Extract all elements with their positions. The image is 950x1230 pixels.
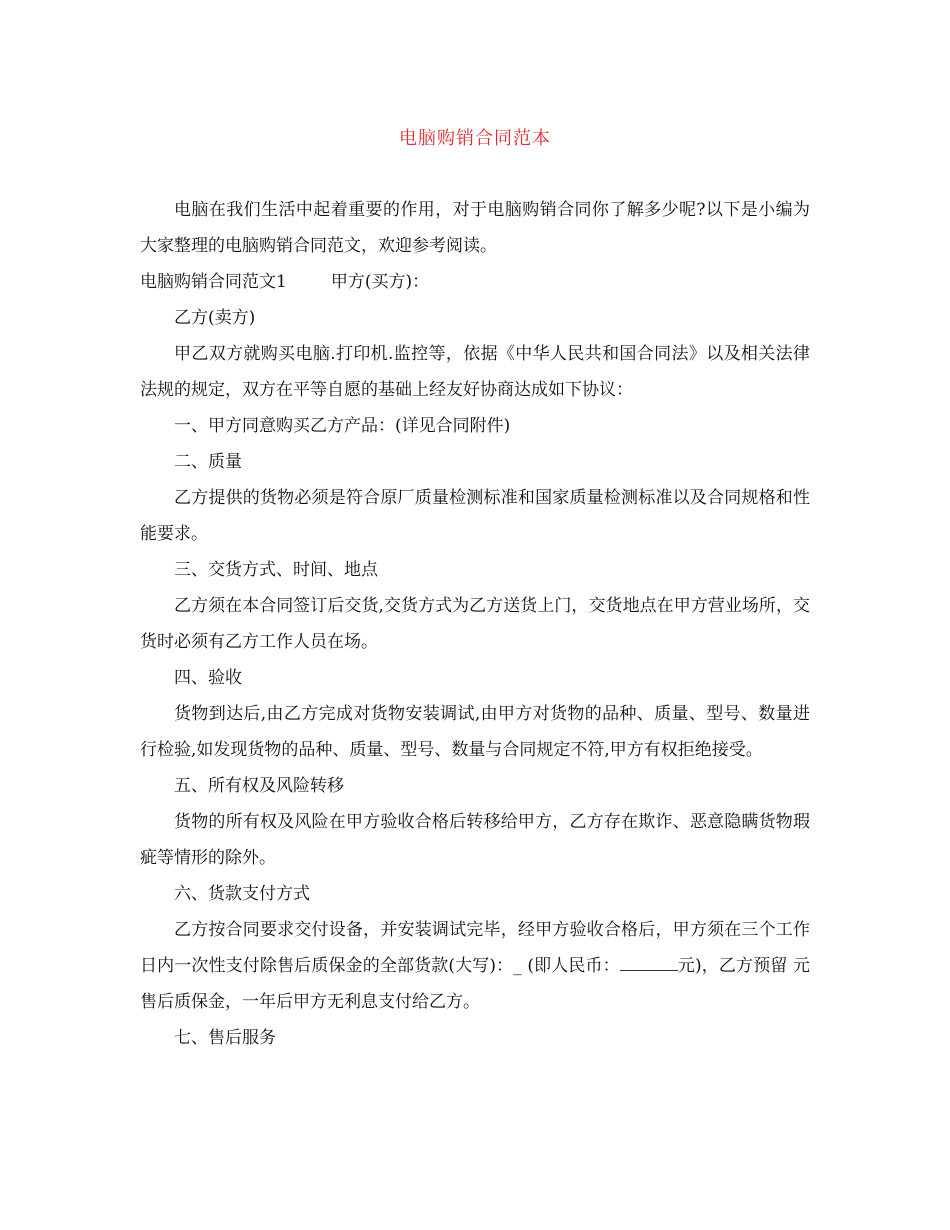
document-title: 电脑购销合同范本: [399, 128, 551, 149]
preamble-paragraph: 甲乙双方就购买电脑.打印机.监控等，依据《中华人民共和国合同法》以及相关法律法规的规定，双方在平等自愿的基础上经友好协商达成如下协议：: [140, 344, 810, 400]
sample-heading-line: [140, 264, 810, 300]
clause-5-title: 五、所有权及风险转移: [174, 776, 344, 796]
intro-paragraph: 电脑在我们生活中起着重要的作用，对于电脑购销合同你了解多少呢?以下是小编为大家整理的电脑购销合同范文，欢迎参考阅读。: [140, 200, 810, 256]
clause-6-text-part-a: 乙方按合同要求交付设备，并安装调试完毕，经甲方验收合格后，甲方须在三个工作日内一次性支付除售后质保金的全部货款(大写)：_ (即人民币：: [140, 920, 810, 976]
sample-heading: 电脑购销合同范文1: [140, 272, 287, 292]
clause-5-text: 货物的所有权及风险在甲方验收合格后转移给甲方，乙方存在欺诈、恶意隐瞒货物瑕疵等情形的除外。: [140, 812, 810, 868]
clause-3-text: 乙方须在本合同签订后交货,交货方式为乙方送货上门，交货地点在甲方营业场所，交货时必须有乙方工作人员在场。: [140, 596, 810, 652]
party-b-label: 乙方(卖方): [174, 308, 256, 328]
clause-1: 一、甲方同意购买乙方产品：(详见合同附件): [174, 416, 511, 436]
document-body: [140, 192, 810, 1056]
clause-6-title: 六、货款支付方式: [174, 884, 310, 904]
rmb-amount-blank: [620, 956, 678, 971]
clause-6-text: [140, 912, 810, 1020]
clause-2-text: 乙方提供的货物必须是符合原厂质量检测标准和国家质量检测标准以及合同规格和性能要求。: [140, 488, 810, 544]
clause-2-title: 二、质量: [174, 452, 242, 472]
clause-3-title: 三、交货方式、时间、地点: [174, 560, 378, 580]
clause-6-text-part-b: 元)，乙方预留 元售后质保金，一年后甲方无利息支付给乙方。: [140, 956, 810, 1012]
clause-4-title: 四、验收: [174, 668, 242, 688]
clause-4-text: 货物到达后,由乙方完成对货物安装调试,由甲方对货物的品种、质量、型号、数量进行检验,如发现货物的品种、质量、型号、数量与合同规定不符,甲方有权拒绝接受。: [140, 704, 810, 760]
party-a-label: 甲方(买方)：: [330, 272, 430, 292]
clause-7-title: 七、售后服务: [174, 1028, 276, 1048]
